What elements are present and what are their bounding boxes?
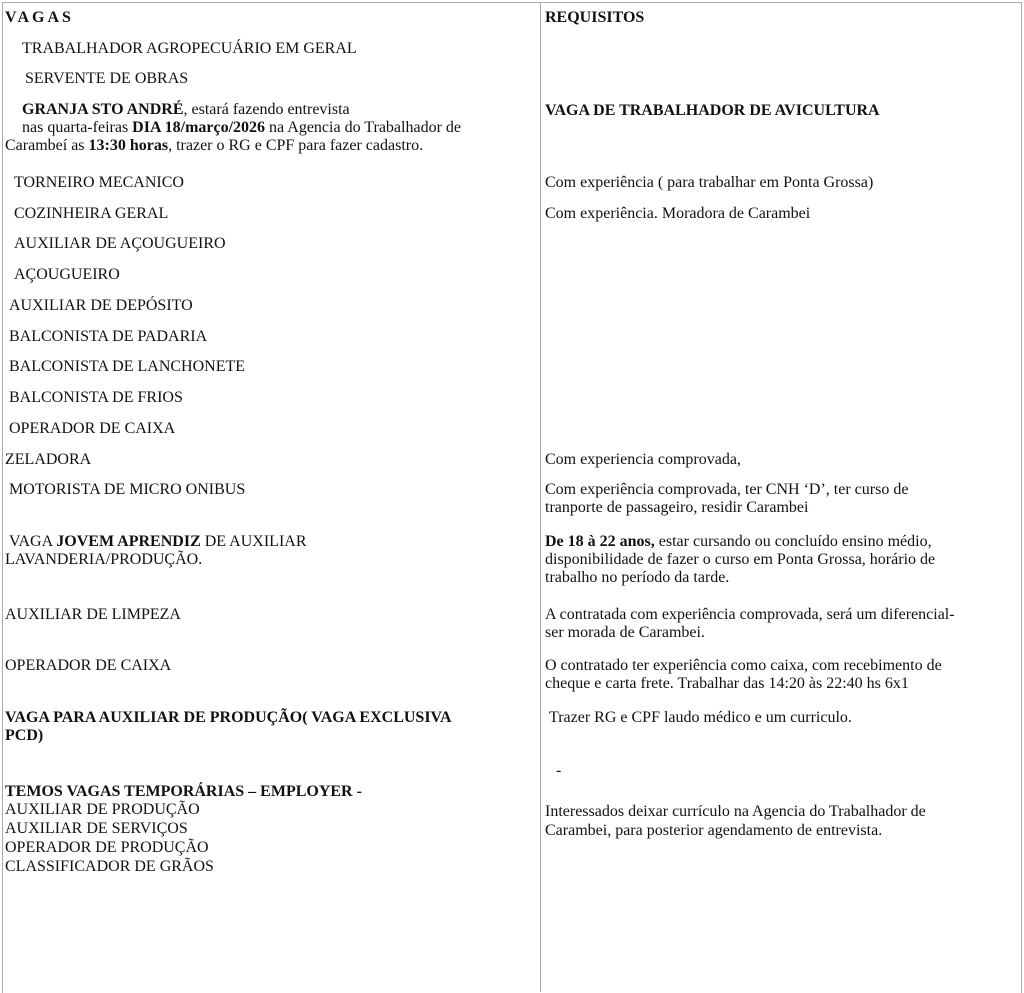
req-temporarias-1: Interessados deixar currículo na Agencia do Trabalhador de <box>545 803 926 820</box>
date: DIA 18/março/2026 <box>132 119 266 136</box>
job-agropecuario: TRABALHADOR AGROPECUÁRIO EM GERAL <box>22 40 357 57</box>
job-pcd-1: VAGA PARA AUXILIAR DE PRODUÇÃO( VAGA EXCLUSIVA <box>5 709 452 726</box>
req-temporarias-2: Carambei, para posterior agendamento de entrevista. <box>545 822 883 839</box>
job-cozinheira: COZINHEIRA GERAL <box>14 205 169 222</box>
job-aux-acougueiro: AUXILIAR DE AÇOUGUEIRO <box>14 235 226 252</box>
req-cozinheira: Com experiência. Moradora de Carambei <box>545 205 811 222</box>
req-jovem-3: trabalho no período da tarde. <box>545 569 730 586</box>
temp-item: CLASSIFICADOR DE GRÃOS <box>5 858 214 875</box>
jovem-aprendiz: JOVEM APRENDIZ <box>56 533 201 550</box>
job-motorista: MOTORISTA DE MICRO ONIBUS <box>9 481 246 498</box>
req-torneiro: Com experiência ( para trabalhar em Ponta Grossa) <box>545 174 874 191</box>
text: estar cursando ou concluído ensino médio, <box>654 533 932 550</box>
job-pcd-2: PCD) <box>5 727 44 744</box>
req-motorista-1: Com experiência comprovada, ter CNH ‘D’, ter curso de <box>545 481 909 498</box>
job-servente: SERVENTE DE OBRAS <box>25 70 189 87</box>
temporarias-title: TEMOS VAGAS TEMPORÁRIAS – EMPLOYER - <box>5 783 362 800</box>
req-jovem-2: disponibilidade de fazer o curso em Ponta Grossa, horário de <box>545 551 936 568</box>
column-divider <box>540 2 541 992</box>
granja-line-3 <box>5 137 423 155</box>
header-requisitos: REQUISITOS <box>545 9 645 26</box>
text: Carambeí as <box>5 137 89 154</box>
text: DE AUXILIAR <box>200 533 307 550</box>
temp-item: AUXILIAR DE SERVIÇOS <box>5 820 188 837</box>
granja-name: GRANJA STO ANDRÉ <box>22 101 184 118</box>
temp-item: OPERADOR DE PRODUÇÃO <box>5 839 209 856</box>
text: VAGA <box>9 533 57 550</box>
job-torneiro: TORNEIRO MECANICO <box>14 174 184 191</box>
age-range: De 18 à 22 anos, <box>545 533 655 550</box>
text: nas quarta-feiras <box>22 119 133 136</box>
req-limpeza-1: A contratada com experiência comprovada, será um diferencial- <box>545 606 955 623</box>
text: , trazer o RG e CPF para fazer cadastro. <box>168 137 424 154</box>
req-jovem-1 <box>545 533 932 551</box>
temp-item: AUXILIAR DE PRODUÇÃO <box>5 801 200 818</box>
req-motorista-2: tranporte de passageiro, residir Carambei <box>545 499 809 516</box>
header-vagas: VAGAS <box>5 9 74 26</box>
req-avicultura: VAGA DE TRABALHADOR DE AVICULTURA <box>545 102 880 119</box>
text: , estará fazendo entrevista <box>183 101 350 118</box>
req-pcd: Trazer RG e CPF laudo médico e um curriculo. <box>549 709 852 726</box>
job-balc-frios: BALCONISTA DE FRIOS <box>9 389 183 406</box>
req-zeladora: Com experiencia comprovada, <box>545 451 741 468</box>
time: 13:30 horas <box>88 137 169 154</box>
job-operador-caixa: OPERADOR DE CAIXA <box>9 420 176 437</box>
req-limpeza-2: ser morada de Carambei. <box>545 624 705 641</box>
text: na Agencia do Trabalhador de <box>265 119 461 136</box>
job-jovem-line-1 <box>9 533 307 551</box>
req-operador-2: cheque e carta frete. Trabalhar das 14:20 às 22:40 hs 6x1 <box>545 675 909 692</box>
req-dash: - <box>556 762 562 779</box>
job-acougueiro: AÇOUGUEIRO <box>14 266 120 283</box>
job-operador-caixa-2: OPERADOR DE CAIXA <box>5 657 172 674</box>
job-jovem-line-2: LAVANDERIA/PRODUÇÃO. <box>5 551 203 568</box>
job-zeladora: ZELADORA <box>5 451 92 468</box>
req-operador-1: O contratado ter experiência como caixa, com recebimento de <box>545 657 942 674</box>
job-balc-lanchonete: BALCONISTA DE LANCHONETE <box>9 358 246 375</box>
granja-line-2 <box>22 119 461 137</box>
granja-line-1 <box>22 101 350 119</box>
job-balc-padaria: BALCONISTA DE PADARIA <box>9 328 208 345</box>
job-limpeza: AUXILIAR DE LIMPEZA <box>5 606 181 623</box>
job-aux-deposito: AUXILIAR DE DEPÓSITO <box>9 297 193 314</box>
